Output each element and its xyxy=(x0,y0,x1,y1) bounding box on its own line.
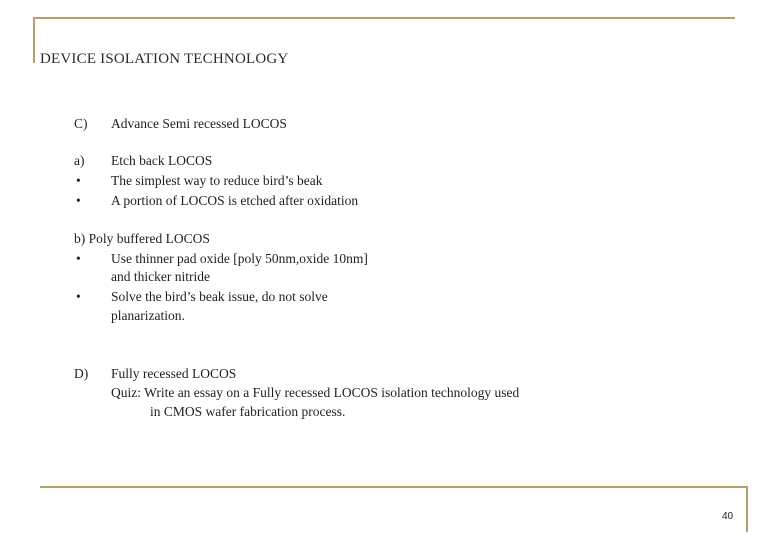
bullet: • xyxy=(76,289,81,304)
section-b-item-1-line2: and thicker nitride xyxy=(111,269,210,284)
section-a-heading: Etch back LOCOS xyxy=(111,153,213,168)
right-border-line xyxy=(746,486,748,532)
section-b-item-1-line1: Use thinner pad oxide [poly 50nm,oxide 10nm] xyxy=(111,251,368,266)
section-a-marker: a) xyxy=(74,153,85,168)
quiz-line-2: in CMOS wafer fabrication process. xyxy=(150,404,346,419)
quiz-line-1: Quiz: Write an essay on a Fully recessed LOCOS isolation technology used xyxy=(111,385,520,400)
section-d-heading: Fully recessed LOCOS xyxy=(111,366,237,381)
section-a-item-1: The simplest way to reduce bird’s beak xyxy=(111,173,323,188)
section-b-item-2-line1: Solve the bird’s beak issue, do not solve xyxy=(111,289,328,304)
section-b-heading: b) Poly buffered LOCOS xyxy=(74,231,210,246)
section-a-item-2: A portion of LOCOS is etched after oxidation xyxy=(111,193,359,208)
bottom-border-line xyxy=(40,486,748,488)
bullet: • xyxy=(76,193,81,208)
section-d-marker: D) xyxy=(74,366,89,381)
top-border-line xyxy=(33,17,735,19)
slide-title: DEVICE ISOLATION TECHNOLOGY xyxy=(40,51,289,67)
section-c-heading: Advance Semi recessed LOCOS xyxy=(111,116,287,131)
left-border-line xyxy=(33,17,35,63)
page-number: 40 xyxy=(722,511,734,522)
bullet: • xyxy=(76,173,81,188)
section-b-item-2-line2: planarization. xyxy=(111,308,185,323)
section-c-marker: C) xyxy=(74,116,88,131)
bullet: • xyxy=(76,251,81,266)
